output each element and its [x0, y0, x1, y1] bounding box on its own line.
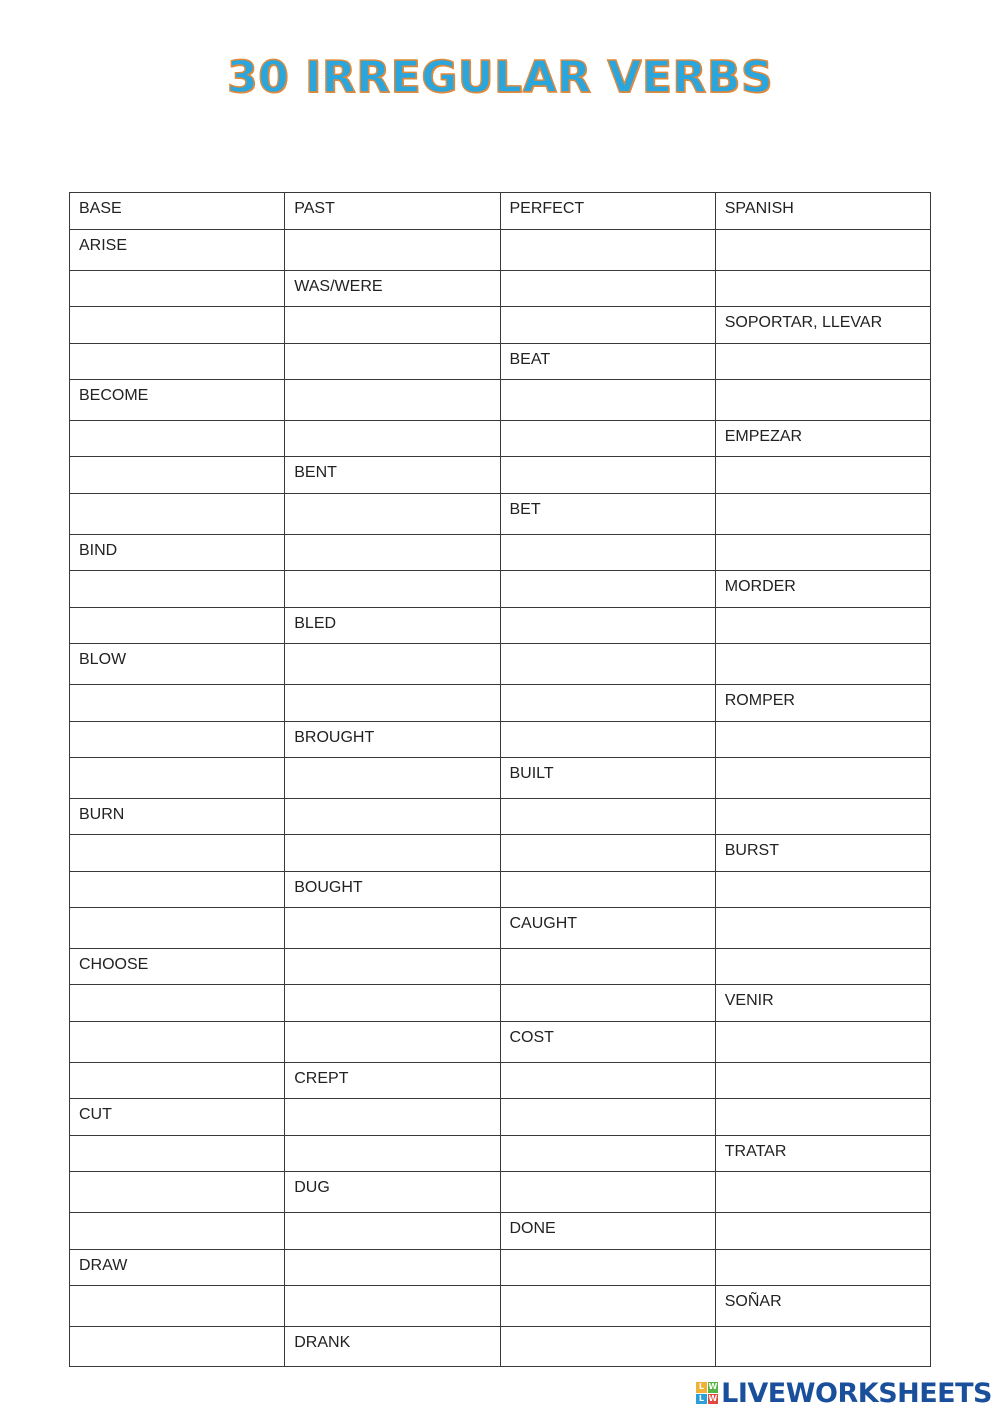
answer-spanish-input[interactable]	[715, 872, 930, 908]
answer-past-input[interactable]	[285, 1286, 500, 1327]
answer-spanish-input[interactable]	[715, 722, 930, 758]
table-row	[70, 835, 931, 872]
answer-past-input[interactable]	[285, 1022, 500, 1063]
table-row	[70, 1099, 931, 1136]
answer-past-input[interactable]	[285, 799, 500, 835]
answer-base-input[interactable]	[70, 1136, 285, 1172]
table-row	[70, 1327, 931, 1367]
answer-spanish-input[interactable]	[715, 758, 930, 799]
answer-perfect-input[interactable]	[500, 1099, 715, 1136]
answer-past-input[interactable]	[285, 494, 500, 535]
given-perfect-cell: CAUGHT	[500, 908, 715, 949]
table-row	[70, 380, 931, 421]
answer-base-input[interactable]	[70, 722, 285, 758]
answer-spanish-input[interactable]	[715, 1063, 930, 1099]
column-header-perfect: PERFECT	[500, 193, 715, 230]
given-perfect-cell: BEAT	[500, 344, 715, 380]
answer-perfect-input[interactable]	[500, 1172, 715, 1213]
answer-spanish-input[interactable]	[715, 535, 930, 571]
answer-perfect-input[interactable]	[500, 271, 715, 307]
answer-base-input[interactable]	[70, 872, 285, 908]
answer-perfect-input[interactable]	[500, 872, 715, 908]
answer-base-input[interactable]	[70, 344, 285, 380]
table-row	[70, 535, 931, 571]
given-base-cell: BLOW	[70, 644, 285, 685]
answer-base-input[interactable]	[70, 835, 285, 872]
table-row	[70, 799, 931, 835]
column-header-spanish: SPANISH	[715, 193, 930, 230]
given-past-cell: DRANK	[285, 1327, 500, 1367]
answer-past-input[interactable]	[285, 535, 500, 571]
table-row	[70, 722, 931, 758]
logo-badge-icon	[696, 1382, 718, 1404]
answer-spanish-input[interactable]	[715, 608, 930, 644]
answer-past-input[interactable]	[285, 949, 500, 985]
table-row	[70, 1213, 931, 1250]
answer-spanish-input[interactable]	[715, 230, 930, 271]
table-row	[70, 457, 931, 494]
answer-base-input[interactable]	[70, 271, 285, 307]
given-base-cell: CHOOSE	[70, 949, 285, 985]
table-row	[70, 307, 931, 344]
liveworksheets-logo	[696, 1377, 992, 1409]
answer-perfect-input[interactable]	[500, 380, 715, 421]
answer-perfect-input[interactable]	[500, 685, 715, 722]
answer-past-input[interactable]	[285, 1136, 500, 1172]
answer-perfect-input[interactable]	[500, 985, 715, 1022]
given-past-cell: BROUGHT	[285, 722, 500, 758]
answer-base-input[interactable]	[70, 1022, 285, 1063]
answer-perfect-input[interactable]	[500, 644, 715, 685]
given-spanish-cell: VENIR	[715, 985, 930, 1022]
answer-base-input[interactable]	[70, 758, 285, 799]
answer-base-input[interactable]	[70, 1213, 285, 1250]
table-row	[70, 1063, 931, 1099]
given-spanish-cell: TRATAR	[715, 1136, 930, 1172]
answer-spanish-input[interactable]	[715, 344, 930, 380]
given-perfect-cell: BUILT	[500, 758, 715, 799]
answer-base-input[interactable]	[70, 307, 285, 344]
answer-spanish-input[interactable]	[715, 799, 930, 835]
answer-past-input[interactable]	[285, 644, 500, 685]
table-row	[70, 494, 931, 535]
answer-past-input[interactable]	[285, 344, 500, 380]
table-row	[70, 271, 931, 307]
answer-base-input[interactable]	[70, 608, 285, 644]
given-spanish-cell: MORDER	[715, 571, 930, 608]
given-spanish-cell: SOÑAR	[715, 1286, 930, 1327]
table-row	[70, 1136, 931, 1172]
table-row	[70, 571, 931, 608]
answer-perfect-input[interactable]	[500, 1327, 715, 1367]
answer-base-input[interactable]	[70, 571, 285, 608]
table-row	[70, 344, 931, 380]
table-row	[70, 421, 931, 457]
answer-base-input[interactable]	[70, 685, 285, 722]
table-row	[70, 685, 931, 722]
given-spanish-cell: BURST	[715, 835, 930, 872]
given-base-cell: CUT	[70, 1099, 285, 1136]
given-perfect-cell: COST	[500, 1022, 715, 1063]
table-row	[70, 1250, 931, 1286]
answer-spanish-input[interactable]	[715, 1022, 930, 1063]
logo-badge-cell: L	[696, 1394, 707, 1405]
table-row	[70, 949, 931, 985]
answer-past-input[interactable]	[285, 307, 500, 344]
answer-past-input[interactable]	[285, 758, 500, 799]
table-header-row	[70, 193, 931, 230]
answer-past-input[interactable]	[285, 908, 500, 949]
answer-spanish-input[interactable]	[715, 271, 930, 307]
answer-base-input[interactable]	[70, 421, 285, 457]
answer-perfect-input[interactable]	[500, 457, 715, 494]
answer-perfect-input[interactable]	[500, 1286, 715, 1327]
answer-base-input[interactable]	[70, 457, 285, 494]
answer-perfect-input[interactable]	[500, 722, 715, 758]
table-row	[70, 1172, 931, 1213]
column-header-base: BASE	[70, 193, 285, 230]
table-row	[70, 644, 931, 685]
answer-perfect-input[interactable]	[500, 1250, 715, 1286]
answer-perfect-input[interactable]	[500, 230, 715, 271]
answer-past-input[interactable]	[285, 835, 500, 872]
given-base-cell: ARISE	[70, 230, 285, 271]
given-base-cell: BURN	[70, 799, 285, 835]
answer-past-input[interactable]	[285, 230, 500, 271]
answer-spanish-input[interactable]	[715, 1213, 930, 1250]
answer-spanish-input[interactable]	[715, 949, 930, 985]
given-past-cell: DUG	[285, 1172, 500, 1213]
answer-spanish-input[interactable]	[715, 644, 930, 685]
answer-perfect-input[interactable]	[500, 571, 715, 608]
answer-perfect-input[interactable]	[500, 835, 715, 872]
table-row	[70, 758, 931, 799]
given-base-cell: DRAW	[70, 1250, 285, 1286]
answer-spanish-input[interactable]	[715, 908, 930, 949]
answer-spanish-input[interactable]	[715, 1327, 930, 1367]
given-past-cell: BOUGHT	[285, 872, 500, 908]
answer-perfect-input[interactable]	[500, 1136, 715, 1172]
given-spanish-cell: ROMPER	[715, 685, 930, 722]
given-past-cell: WAS/WERE	[285, 271, 500, 307]
table-row	[70, 872, 931, 908]
logo-text: LIVEWORKSHEETS	[721, 1377, 992, 1409]
answer-past-input[interactable]	[285, 985, 500, 1022]
answer-base-input[interactable]	[70, 1327, 285, 1367]
table-row	[70, 985, 931, 1022]
given-perfect-cell: DONE	[500, 1213, 715, 1250]
answer-spanish-input[interactable]	[715, 1250, 930, 1286]
table-row	[70, 230, 931, 271]
answer-perfect-input[interactable]	[500, 799, 715, 835]
answer-base-input[interactable]	[70, 1286, 285, 1327]
answer-spanish-input[interactable]	[715, 380, 930, 421]
answer-spanish-input[interactable]	[715, 1099, 930, 1136]
answer-past-input[interactable]	[285, 685, 500, 722]
logo-badge-cell: W	[708, 1382, 718, 1391]
verbs-table	[69, 192, 931, 1367]
logo-badge-cell: W	[708, 1393, 718, 1403]
table-body	[70, 230, 931, 1367]
logo-badge-cell: L	[696, 1382, 707, 1393]
answer-perfect-input[interactable]	[500, 535, 715, 571]
answer-base-input[interactable]	[70, 985, 285, 1022]
given-base-cell: BIND	[70, 535, 285, 571]
answer-past-input[interactable]	[285, 380, 500, 421]
answer-base-input[interactable]	[70, 1172, 285, 1213]
given-perfect-cell: BET	[500, 494, 715, 535]
given-past-cell: BENT	[285, 457, 500, 494]
answer-base-input[interactable]	[70, 1063, 285, 1099]
table-row	[70, 908, 931, 949]
answer-perfect-input[interactable]	[500, 307, 715, 344]
given-spanish-cell: SOPORTAR, LLEVAR	[715, 307, 930, 344]
answer-spanish-input[interactable]	[715, 494, 930, 535]
worksheet-title: 30 IRREGULAR VERBS	[226, 52, 774, 103]
answer-spanish-input[interactable]	[715, 457, 930, 494]
answer-perfect-input[interactable]	[500, 949, 715, 985]
table-row	[70, 1286, 931, 1327]
answer-past-input[interactable]	[285, 421, 500, 457]
table-row	[70, 1022, 931, 1063]
answer-base-input[interactable]	[70, 494, 285, 535]
answer-perfect-input[interactable]	[500, 1063, 715, 1099]
answer-past-input[interactable]	[285, 1250, 500, 1286]
answer-spanish-input[interactable]	[715, 1172, 930, 1213]
given-spanish-cell: EMPEZAR	[715, 421, 930, 457]
column-header-past: PAST	[285, 193, 500, 230]
given-past-cell: CREPT	[285, 1063, 500, 1099]
given-past-cell: BLED	[285, 608, 500, 644]
table-row	[70, 608, 931, 644]
answer-past-input[interactable]	[285, 1213, 500, 1250]
answer-past-input[interactable]	[285, 571, 500, 608]
answer-perfect-input[interactable]	[500, 608, 715, 644]
answer-base-input[interactable]	[70, 908, 285, 949]
answer-perfect-input[interactable]	[500, 421, 715, 457]
answer-past-input[interactable]	[285, 1099, 500, 1136]
given-base-cell: BECOME	[70, 380, 285, 421]
